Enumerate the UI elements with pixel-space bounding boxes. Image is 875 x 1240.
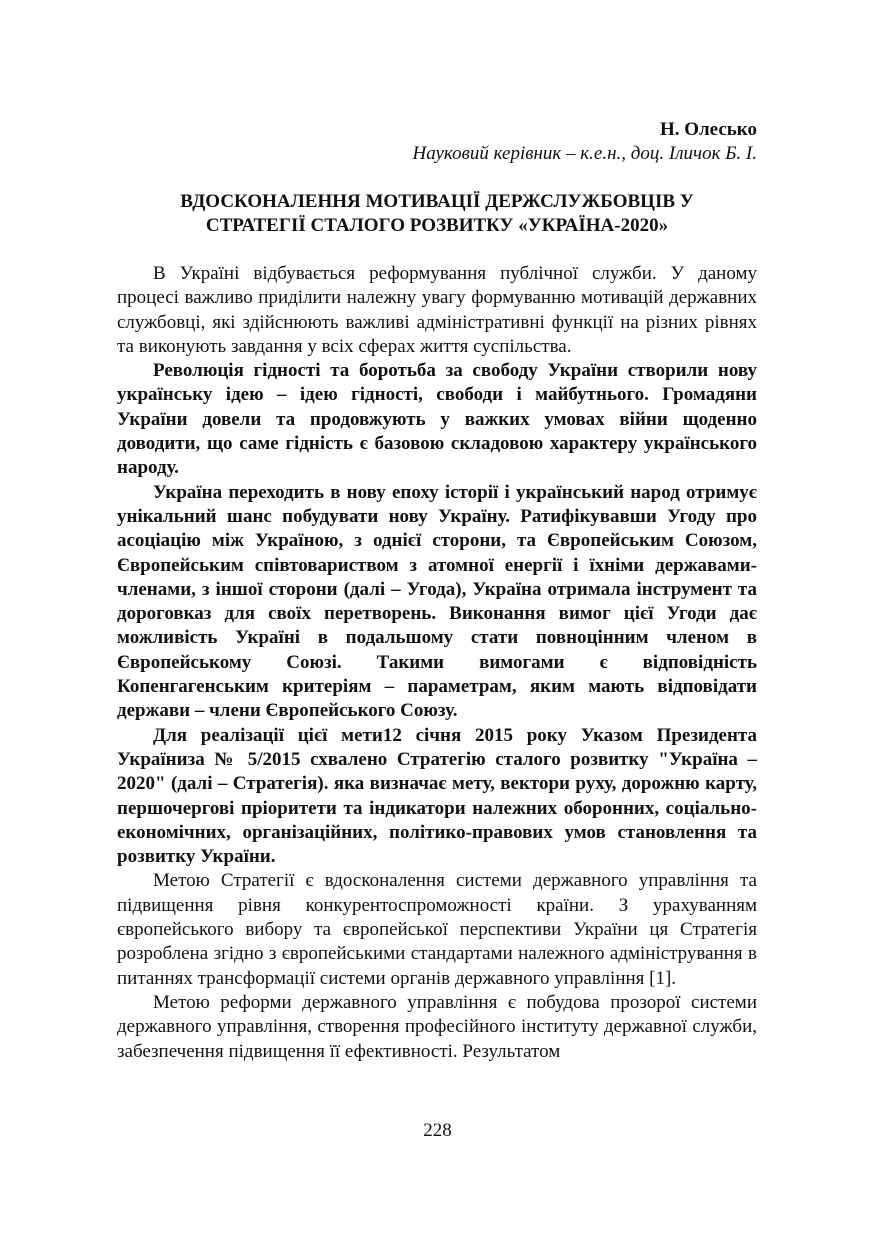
paragraph-intro: В Україні відбувається реформування публічної служби. У даному процесі важливо приділити належну увагу формуванню мотивацій державних службовці, які здійснюють важливі адміністративні функції на різних рівнях та виконують завдання у всіх сферах життя суспільства. xyxy=(117,263,757,357)
paragraph-strategy-goal: Метою Стратегії є вдосконалення системи державного управління та підвищення рівня конкурентоспроможності країни. З урахуванням європейського вибору та європейської перспективи України ця Стратегія розроблена згідно з європейськими стандартами належного адміністрування в питаннях трансформації системи органів державного управління [1]. xyxy=(117,870,757,989)
paragraph-reform-goal: Метою реформи державного управління є побудова прозорої системи державного управління, створення професійного інституту державної служби, забезпечення підвищення її ефективності. Результатом xyxy=(117,991,757,1062)
article-body xyxy=(117,262,757,1064)
author-block xyxy=(117,118,757,166)
author-name: Н. Олесько xyxy=(659,119,757,140)
paragraph-association-agreement: Україна переходить в нову епоху історії і український народ отримує унікальний шанс побудувати нову Україну. Ратифікувавши Угоду про асоціацію між Україною, з однієї сторони, та Європейським Союзом, Європейським співтовариством з атомної енергії і їхніми державами-членами, з іншої сторони (далі – Угода), Україна отримала інструмент та дороговказ для своїх перетворень. Виконання вимог цієї Угоди дає можливість Україні в подальшому стати повноцінним членом в Європейському Союзі. Такими вимогами є відповідність Копенгагенським критеріям – параметрам, яким мають відповідати держави – члени Європейського Союзу. xyxy=(117,481,757,722)
article-title-line-2: СТРАТЕГІЇ СТАЛОГО РОЗВИТКУ «УКРАЇНА-2020» xyxy=(205,215,669,236)
article-title-line-1: ВДОСКОНАЛЕННЯ МОТИВАЦІЇ ДЕРЖСЛУЖБОВЦІВ У xyxy=(180,191,694,212)
paragraph-revolution-of-dignity: Революція гідності та боротьба за свободу України створили нову українську ідею – ідею гідності, свободи і майбутнього. Громадяни України довели та продовжують у важких умовах війни щоденно доводити, що саме гідність є базовою складовою характеру українського народу. xyxy=(117,360,757,479)
scientific-supervisor: Науковий керівник – к.е.н., доц. Іличок Б. І. xyxy=(412,143,757,164)
page-number: 228 xyxy=(423,1120,452,1141)
paragraph-strategy-2020: Для реалізації цієї мети12 січня 2015 року Указом Президента Україниза № 5/2015 схвалено Стратегію сталого розвитку "Україна – 2020" (далі – Стратегія). яка визначає мету, вектори руху, дорожню карту, першочергові пріоритети та індикатори належних оборонних, соціально-економічних, організаційних, політико-правових умов становлення та розвитку України. xyxy=(117,724,757,868)
article-title xyxy=(117,190,757,238)
